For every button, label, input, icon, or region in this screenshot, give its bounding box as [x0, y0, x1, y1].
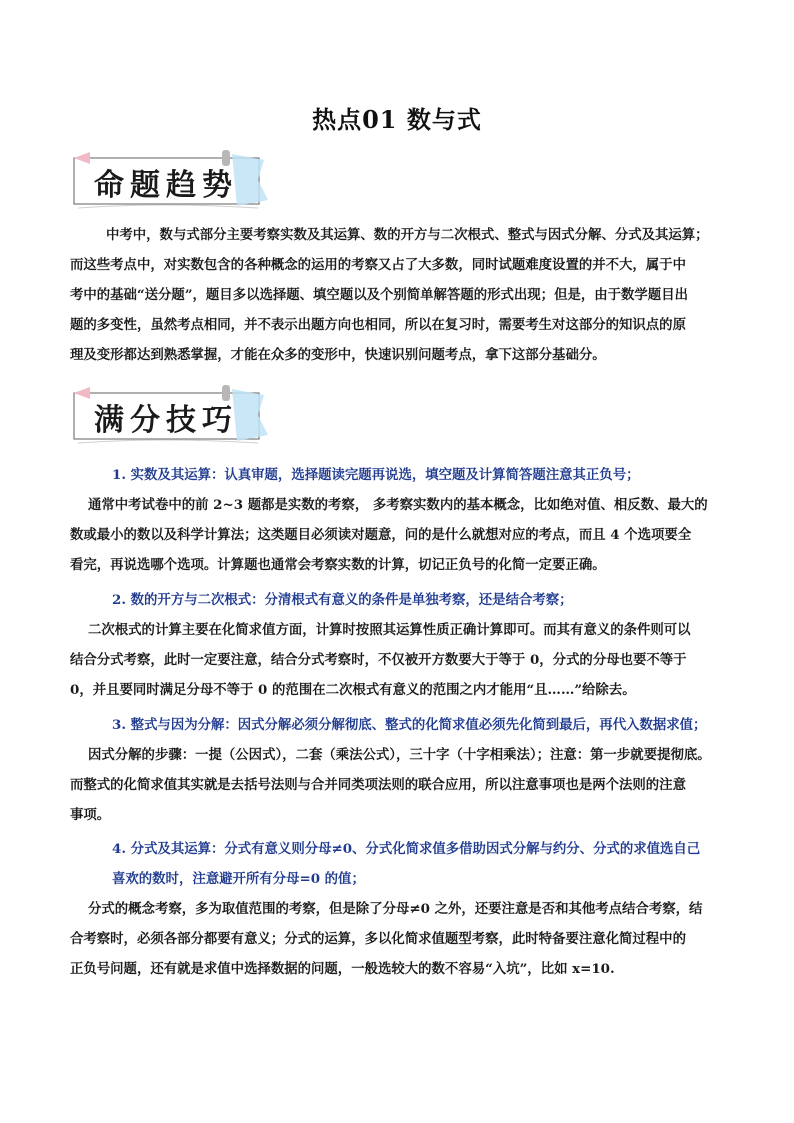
banner-title: 满分技巧 [94, 403, 238, 438]
trend-line: 理及变形都达到熟悉掌握，才能在众多的变形中，快速识别问题考点，拿下这部分基础分。 [70, 347, 606, 363]
tip-line: 结合分式考察，此时一定要注意，结合分式考察时，不仅被开方数要大于等于 0，分式的分母也要不等于 [70, 652, 687, 668]
tip-1 [70, 460, 722, 580]
tip-line: 二次根式的计算主要在化简求值方面，计算时按照其运算性质正确计算即可。而其有意义的条件则可以 [88, 622, 691, 638]
tip-line: 因式分解的步骤：一提（公因式），二套（乘法公式），三十字（十字相乘法）；注意：第一步就要提彻底。 [88, 747, 711, 763]
tip-line: 看完，再说选哪个选项。计算题也通常会考察实数的计算，切记正负号的化简一定要正确。 [70, 557, 606, 573]
tip-2 [70, 585, 722, 705]
tip-heading: 3. 整式与因为分解：因式分解必须分解彻底、整式的化简求值必须先化简到最后，再代入数据求值； [112, 717, 707, 733]
tip-heading: 1. 实数及其运算：认真审题，选择题读完题再说选，填空题及计算简答题注意其正负号； [112, 467, 640, 483]
tip-3 [70, 710, 722, 830]
tip-heading: 2. 数的开方与二次根式：分清根式有意义的条件是单独考察，还是结合考察； [112, 592, 573, 608]
trend-line: 中考中，数与式部分主要考察实数及其运算、数的开方与二次根式、整式与因式分解、分式及其运算； [106, 227, 709, 243]
tip-heading: 4. 分式及其运算：分式有意义则分母≠0、分式化简求值多借助因式分解与约分、分式的求值选自己 [112, 841, 701, 857]
banner-title: 命题趋势 [94, 168, 238, 203]
trend-line: 而这些考点中，对实数包含的各种概念的运用的考察又占了大多数，同时试题难度设置的并不大，属于中 [70, 257, 686, 273]
trend-line: 题的多变性，虽然考点相同，并不表示出题方向也相同，所以在复习时，需要考生对这部分的知识点的原 [70, 317, 686, 333]
tip-line: 合考察时，必须各部分都要有意义；分式的运算，多以化简求值题型考察，此时特备要注意化简过程中的 [70, 931, 686, 947]
tip-line: 数或最小的数以及科学计算法；这类题目必须读对题意，问的是什么就想对应的考点，而且 4 个选项要全 [70, 527, 692, 543]
tip-line: 正负号问题，还有就是求值中选择数据的问题，一般选较大的数不容易“入坑”，比如 x=10. [70, 961, 615, 977]
tip-heading-cont: 喜欢的数时，注意避开所有分母=0 的值； [112, 871, 365, 887]
section-banner-trend [72, 150, 268, 210]
trend-paragraph [70, 220, 722, 370]
tip-line: 事项。 [70, 807, 111, 823]
tip-line: 而整式的化简求值其实就是去括号法则与合并同类项法则的联合应用，所以注意事项也是两个法则的注意 [70, 777, 686, 793]
tip-line: 分式的概念考察，多为取值范围的考察，但是除了分母≠0 之外，还要注意是否和其他考点结合考察，结 [88, 901, 703, 917]
page-title: 热点01 数与式 [312, 105, 482, 134]
section-banner-tips [72, 385, 268, 445]
tip-line: 通常中考试卷中的前 2~3 题都是实数的考察， 多考察实数内的基本概念，比如绝对值、相反数、最大的 [88, 497, 708, 513]
tip-4 [70, 834, 722, 984]
trend-line: 考中的基础“送分题”，题目多以选择题、填空题以及个别简单解答题的形式出现；但是，由于数学题目出 [70, 287, 688, 303]
tip-line: 0，并且要同时满足分母不等于 0 的范围在二次根式有意义的范围之内才能用“且……”给除去。 [70, 682, 636, 698]
